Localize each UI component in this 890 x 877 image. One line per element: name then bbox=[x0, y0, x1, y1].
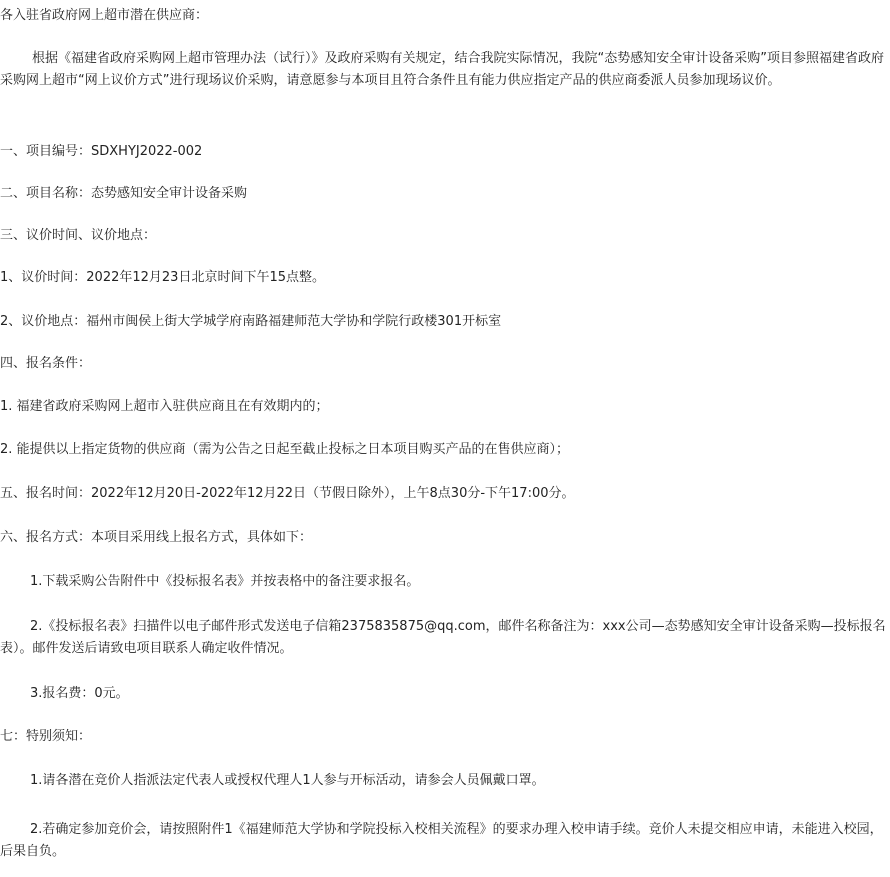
intro-paragraph: 根据《福建省政府采购网上超市管理办法（试行）》及政府采购有关规定，结合我院实际情况，我院“态势感知安全审计设备采购”项目参照福建省政府采购网上超市“网上议价方式”进行现场议价采购，请意愿参与本项目且符合条件且有能力供应指定产品的供应商委派人员参加现场议价。 bbox=[0, 51, 884, 88]
special-notice-heading: 七：特别须知： bbox=[0, 729, 92, 744]
special-notice-2: 2.若确定参加竞价会，请按照附件1《福建师范大学协和学院投标入校相关流程》的要求办理入校申请手续。竞价人未提交相应申请，未能进入校园，后果自负。 bbox=[0, 822, 883, 859]
registration-method-2: 2.《投标报名表》扫描件以电子邮件形式发送电子信箱2375835875@qq.com，邮件名称备注为：xxx公司—态势感知安全审计设备采购—投标报名表）。邮件发送后请致电项目联系人确定收件情况。 bbox=[0, 619, 886, 656]
registration-condition-1: 1. 福建省政府采购网上超市入驻供应商且在有效期内的； bbox=[0, 399, 329, 414]
registration-conditions-heading: 四、报名条件： bbox=[0, 356, 92, 371]
bidding-time: 1、议价时间：2022年12月23日北京时间下午15点整。 bbox=[0, 270, 325, 285]
registration-fee: 3.报名费：0元。 bbox=[30, 686, 129, 701]
project-name: 二、项目名称：态势感知安全审计设备采购 bbox=[0, 186, 248, 201]
salutation: 各入驻省政府网上超市潜在供应商： bbox=[0, 8, 209, 23]
bidding-place: 2、议价地点：福州市闽侯上街大学城学府南路福建师范大学协和学院行政楼301开标室 bbox=[0, 314, 502, 329]
registration-time: 五、报名时间：2022年12月20日-2022年12月22日（节假日除外），上午8点30分-下午17:00分。 bbox=[0, 486, 575, 501]
bidding-time-place-heading: 三、议价时间、议价地点： bbox=[0, 228, 157, 243]
registration-method-1: 1.下载采购公告附件中《投标报名表》并按表格中的备注要求报名。 bbox=[30, 574, 420, 589]
registration-method-heading: 六、报名方式：本项目采用线上报名方式，具体如下： bbox=[0, 530, 313, 545]
registration-condition-2: 2. 能提供以上指定货物的供应商（需为公告之日起至截止投标之日本项目购买产品的在售供应商）； bbox=[0, 442, 570, 457]
project-number: 一、项目编号：SDXHYJ2022-002 bbox=[0, 144, 203, 159]
special-notice-1: 1.请各潜在竞价人指派法定代表人或授权代理人1人参与开标活动，请参会人员佩戴口罩。 bbox=[30, 773, 545, 788]
